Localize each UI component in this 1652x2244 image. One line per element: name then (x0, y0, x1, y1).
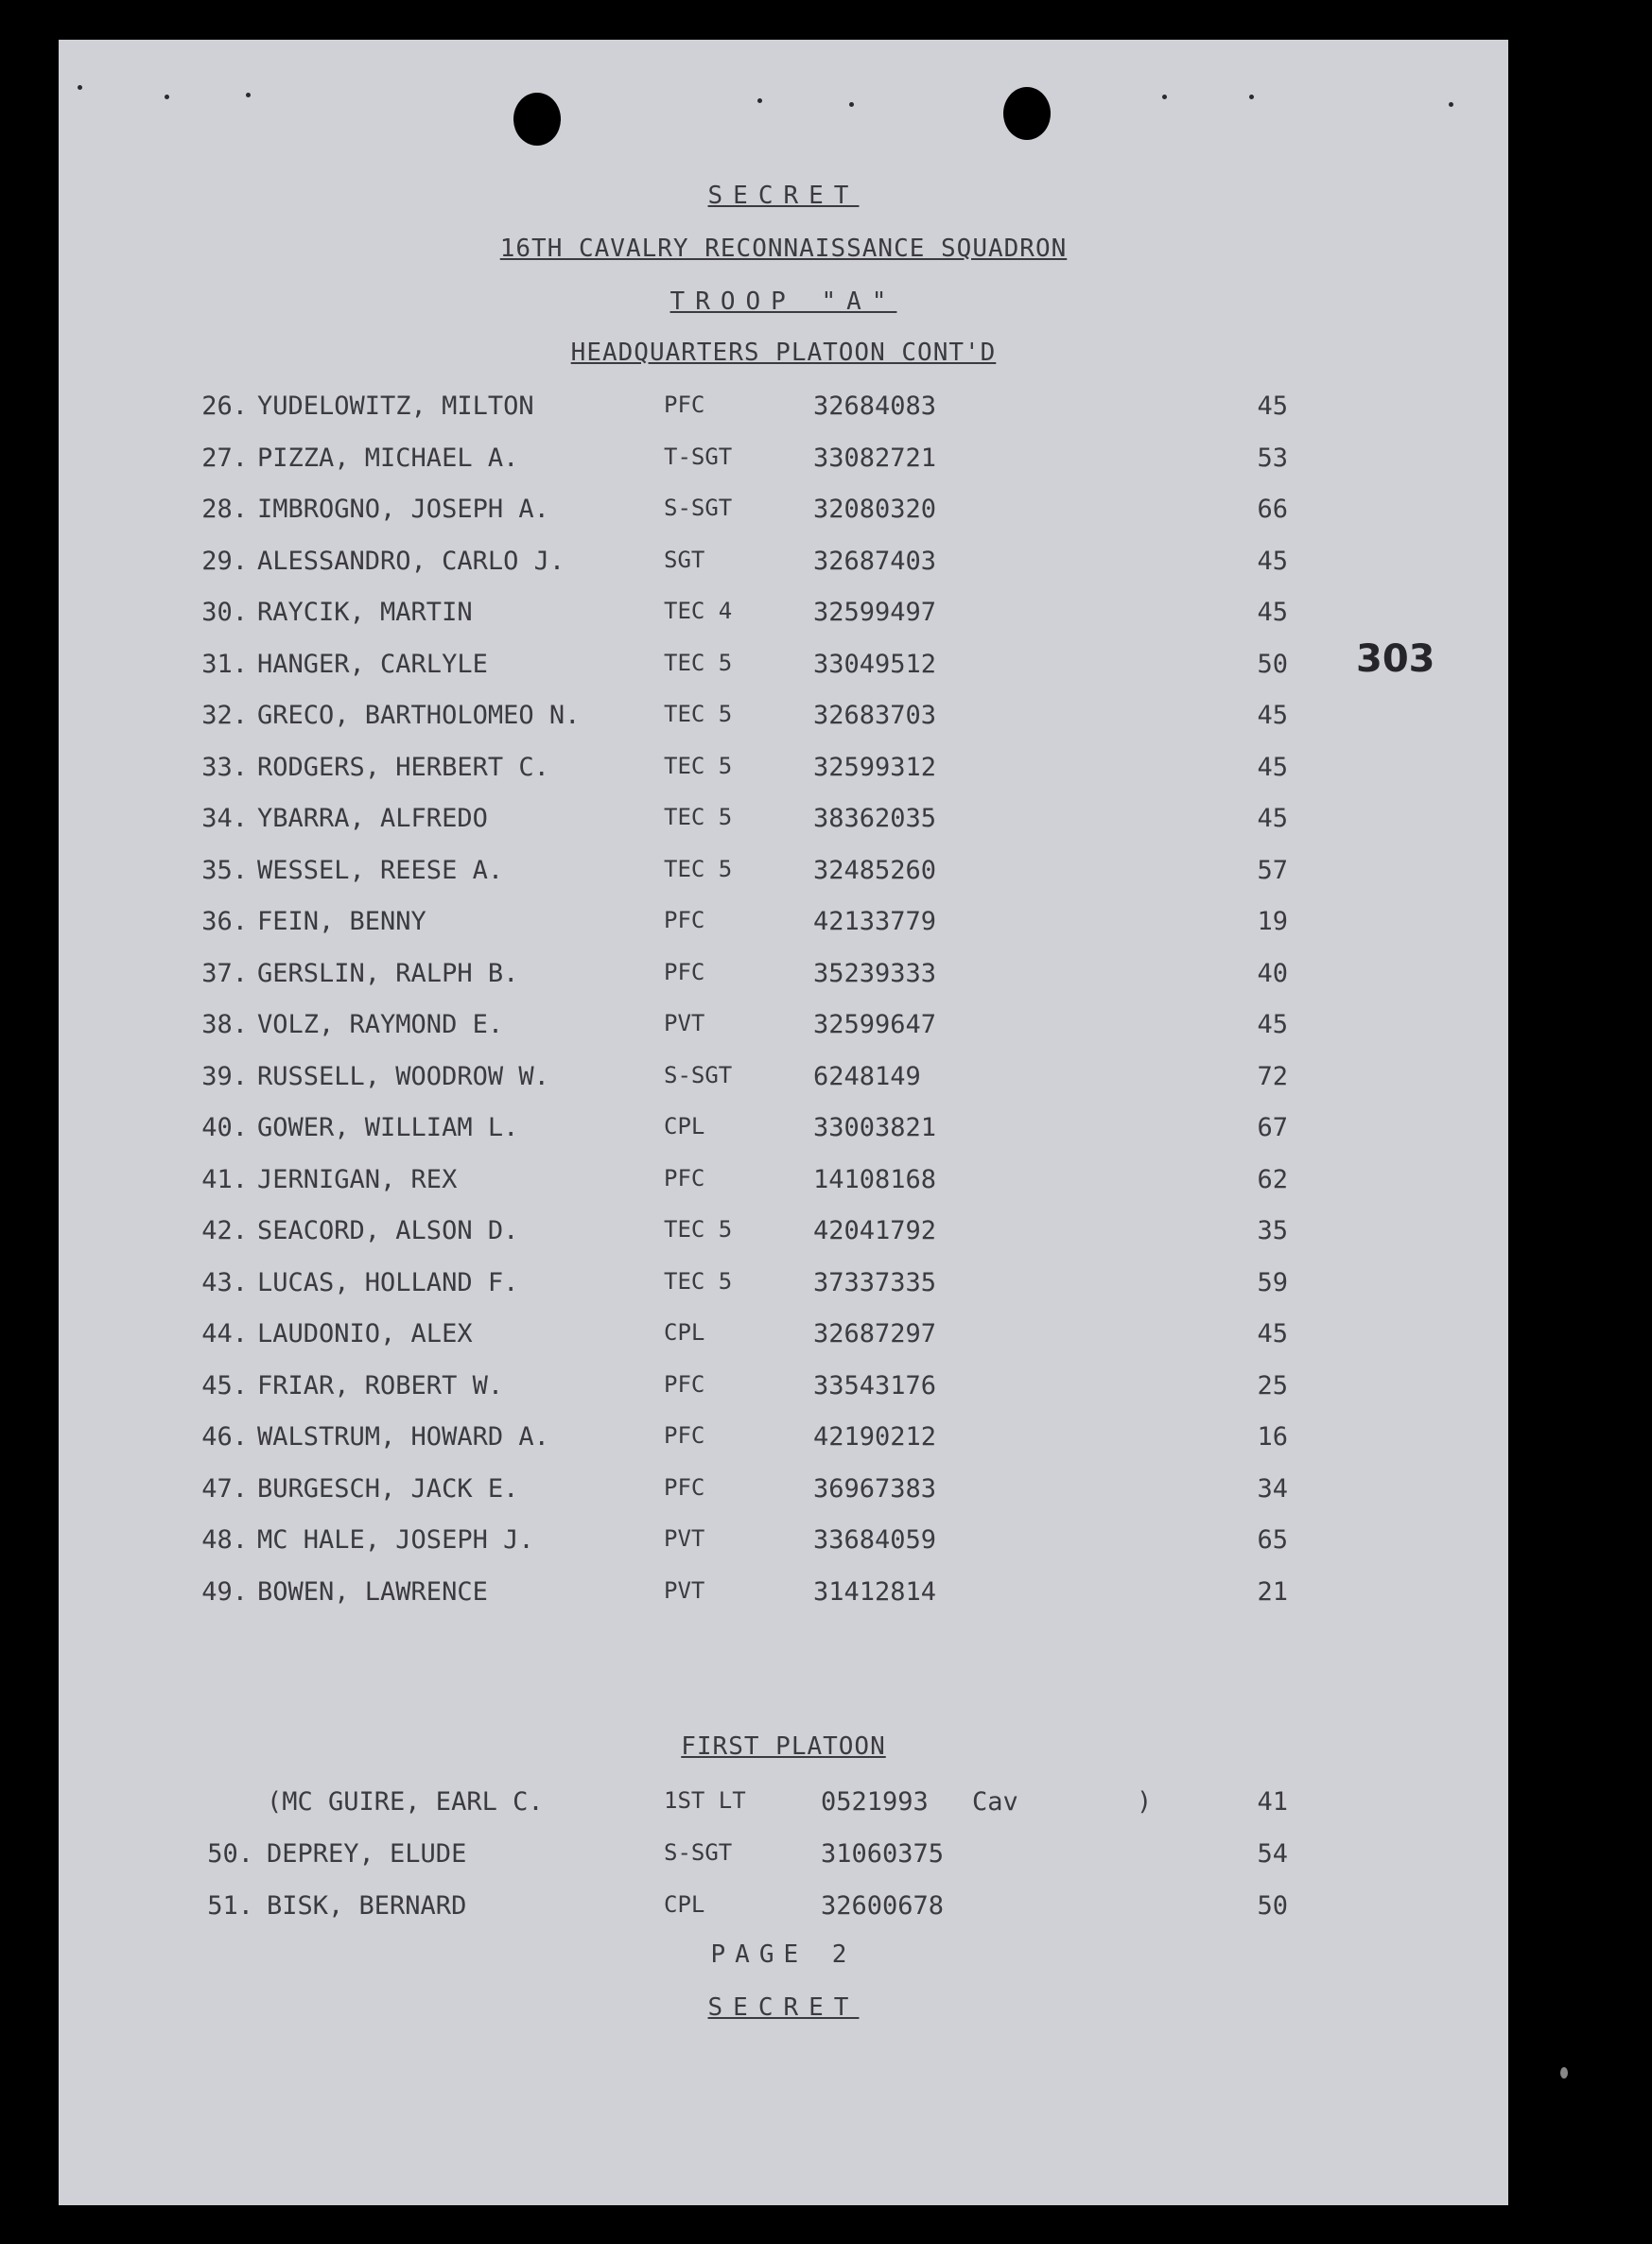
roster-rank: PFC (664, 1165, 705, 1192)
speck (757, 98, 762, 103)
roster-points: 45 (1257, 1319, 1288, 1348)
roster-points: 50 (1257, 1891, 1288, 1921)
troop-title: TROOP "A" (669, 287, 897, 316)
roster-name: ALESSANDRO, CARLO J. (257, 547, 565, 576)
roster-number: 28. (201, 495, 248, 524)
roster-rank: PFC (664, 391, 705, 418)
roster-serial: 33082721 (813, 444, 937, 473)
unit-title: 16TH CAVALRY RECONNAISSANCE SQUADRON (499, 235, 1068, 263)
roster-serial: 32599497 (813, 598, 937, 627)
roster-serial: 33543176 (813, 1371, 937, 1400)
roster-serial: 42133779 (813, 907, 937, 936)
roster-number: 51. (207, 1891, 253, 1921)
officer-serial: 0521993 (821, 1787, 929, 1817)
punch-hole-left (513, 93, 561, 146)
roster-row (59, 701, 1508, 739)
roster-row (59, 1839, 1508, 1877)
roster-rank: PFC (664, 959, 705, 985)
officer-points: 41 (1257, 1787, 1288, 1817)
section-title: HEADQUARTERS PLATOON CONT'D (570, 339, 997, 367)
roster-points: 25 (1257, 1371, 1288, 1400)
roster-name: FEIN, BENNY (257, 907, 426, 936)
roster-row (59, 1165, 1508, 1203)
roster-number: 40. (201, 1113, 248, 1142)
roster-row (59, 907, 1508, 945)
roster-serial: 14108168 (813, 1165, 937, 1194)
roster-serial: 32080320 (813, 495, 937, 524)
roster-points: 67 (1257, 1113, 1288, 1142)
roster-name: LUCAS, HOLLAND F. (257, 1268, 519, 1297)
roster-serial: 33003821 (813, 1113, 937, 1142)
roster-name: RUSSELL, WOODROW W. (257, 1062, 549, 1091)
roster-name: DEPREY, ELUDE (267, 1839, 467, 1869)
roster-number: 37. (201, 959, 248, 988)
roster-name: RODGERS, HERBERT C. (257, 753, 549, 782)
roster-serial: 32485260 (813, 856, 937, 885)
roster-name: RAYCIK, MARTIN (257, 598, 473, 627)
speck (1249, 95, 1254, 99)
roster-row (59, 753, 1508, 791)
roster-points: 45 (1257, 547, 1288, 576)
classification-footer: SECRET (707, 1993, 860, 2022)
roster-row (59, 1062, 1508, 1100)
speck (1162, 95, 1167, 99)
roster-name: WESSEL, REESE A. (257, 856, 504, 885)
roster-name: GRECO, BARTHOLOMEO N. (257, 701, 581, 730)
stamp-number: 303 (1356, 637, 1435, 681)
roster-serial: 42190212 (813, 1422, 937, 1452)
roster-name: GERSLIN, RALPH B. (257, 959, 519, 988)
roster-points: 72 (1257, 1062, 1288, 1091)
roster-rank: PVT (664, 1577, 705, 1604)
roster-row (59, 959, 1508, 997)
document-page (59, 40, 1508, 2205)
roster-rank: TEC 4 (664, 598, 733, 624)
roster-serial: 31412814 (813, 1577, 937, 1607)
roster-number: 29. (201, 547, 248, 576)
roster-row (59, 1577, 1508, 1615)
roster-name: BURGESCH, JACK E. (257, 1474, 519, 1504)
roster-points: 62 (1257, 1165, 1288, 1194)
roster-number: 34. (201, 804, 248, 833)
roster-row (59, 495, 1508, 532)
roster-points: 40 (1257, 959, 1288, 988)
roster-points: 65 (1257, 1525, 1288, 1555)
roster-points: 45 (1257, 598, 1288, 627)
roster-serial: 31060375 (821, 1839, 945, 1869)
roster-row (59, 1113, 1508, 1151)
roster-name: LAUDONIO, ALEX (257, 1319, 473, 1348)
roster-row (59, 1422, 1508, 1460)
roster-points: 66 (1257, 495, 1288, 524)
roster-name: MC HALE, JOSEPH J. (257, 1525, 534, 1555)
roster-number: 45. (201, 1371, 248, 1400)
roster-rank: PVT (664, 1525, 705, 1552)
roster-rank: PVT (664, 1010, 705, 1036)
roster-row (59, 804, 1508, 842)
roster-serial: 33049512 (813, 650, 937, 679)
roster-rank: TEC 5 (664, 650, 733, 676)
roster-rank: SGT (664, 547, 705, 573)
roster-number: 41. (201, 1165, 248, 1194)
roster-points: 57 (1257, 856, 1288, 885)
roster-row (59, 1216, 1508, 1254)
roster-rank: S-SGT (664, 1062, 733, 1088)
roster-points: 35 (1257, 1216, 1288, 1245)
roster-row (59, 391, 1508, 429)
roster-name: YBARRA, ALFREDO (257, 804, 488, 833)
officer-branch: Cav (972, 1787, 1018, 1817)
roster-points: 45 (1257, 391, 1288, 421)
roster-points: 21 (1257, 1577, 1288, 1607)
roster-number: 48. (201, 1525, 248, 1555)
roster-name: BISK, BERNARD (267, 1891, 467, 1921)
roster-number: 35. (201, 856, 248, 885)
roster-rank: CPL (664, 1113, 705, 1139)
speck (246, 93, 251, 97)
roster-number: 44. (201, 1319, 248, 1348)
roster-number: 27. (201, 444, 248, 473)
roster-name: BOWEN, LAWRENCE (257, 1577, 488, 1607)
roster-points: 16 (1257, 1422, 1288, 1452)
speck (1560, 2067, 1568, 2079)
roster-rank: S-SGT (664, 1839, 733, 1866)
roster-serial: 36967383 (813, 1474, 937, 1504)
officer-row (59, 1787, 1508, 1825)
officer-name: (MC GUIRE, EARL C. (267, 1787, 544, 1817)
roster-serial: 32599647 (813, 1010, 937, 1039)
roster-points: 45 (1257, 804, 1288, 833)
roster-row (59, 1010, 1508, 1048)
roster-row (59, 1891, 1508, 1929)
roster-row (59, 547, 1508, 584)
roster-serial: 38362035 (813, 804, 937, 833)
roster-serial: 32687297 (813, 1319, 937, 1348)
roster-points: 50 (1257, 650, 1288, 679)
roster-rank: PFC (664, 907, 705, 933)
roster-rank: T-SGT (664, 444, 733, 470)
roster-serial: 32683703 (813, 701, 937, 730)
first-platoon-heading: FIRST PLATOON (681, 1732, 886, 1761)
roster-points: 53 (1257, 444, 1288, 473)
roster-points: 54 (1257, 1839, 1288, 1869)
roster-rank: TEC 5 (664, 804, 733, 830)
roster-name: PIZZA, MICHAEL A. (257, 444, 519, 473)
roster-number: 30. (201, 598, 248, 627)
speck (849, 102, 854, 107)
roster-number: 32. (201, 701, 248, 730)
roster-rank: PFC (664, 1474, 705, 1501)
roster-row (59, 598, 1508, 635)
roster-points: 59 (1257, 1268, 1288, 1297)
roster-points: 45 (1257, 753, 1288, 782)
roster-row (59, 1319, 1508, 1357)
roster-serial: 37337335 (813, 1268, 937, 1297)
roster-points: 19 (1257, 907, 1288, 936)
roster-number: 26. (201, 391, 248, 421)
roster-rank: S-SGT (664, 495, 733, 521)
roster-row (59, 1525, 1508, 1563)
roster-serial: 32600678 (821, 1891, 945, 1921)
speck (1449, 102, 1453, 107)
roster-name: VOLZ, RAYMOND E. (257, 1010, 504, 1039)
roster-row (59, 1268, 1508, 1306)
classification-header: SECRET (707, 182, 860, 210)
roster-rank: TEC 5 (664, 1268, 733, 1295)
officer-rank: 1ST LT (664, 1787, 746, 1814)
roster-number: 50. (207, 1839, 253, 1869)
roster-name: JERNIGAN, REX (257, 1165, 458, 1194)
officer-close-paren: ) (1137, 1787, 1153, 1817)
roster-number: 33. (201, 753, 248, 782)
roster-rank: TEC 5 (664, 753, 733, 779)
roster-number: 43. (201, 1268, 248, 1297)
roster-rank: TEC 5 (664, 701, 733, 727)
speck (78, 85, 82, 90)
roster-points: 45 (1257, 1010, 1288, 1039)
roster-serial: 42041792 (813, 1216, 937, 1245)
roster-rank: CPL (664, 1891, 705, 1918)
roster-name: SEACORD, ALSON D. (257, 1216, 519, 1245)
roster-rank: TEC 5 (664, 1216, 733, 1243)
roster-name: GOWER, WILLIAM L. (257, 1113, 519, 1142)
roster-rank: TEC 5 (664, 856, 733, 882)
roster-points: 45 (1257, 701, 1288, 730)
speck (165, 95, 169, 99)
roster-name: WALSTRUM, HOWARD A. (257, 1422, 549, 1452)
roster-row (59, 856, 1508, 894)
roster-number: 31. (201, 650, 248, 679)
roster-name: FRIAR, ROBERT W. (257, 1371, 504, 1400)
roster-number: 38. (201, 1010, 248, 1039)
roster-name: IMBROGNO, JOSEPH A. (257, 495, 549, 524)
roster-serial: 33684059 (813, 1525, 937, 1555)
roster-number: 39. (201, 1062, 248, 1091)
roster-rank: PFC (664, 1422, 705, 1449)
roster-name: YUDELOWITZ, MILTON (257, 391, 534, 421)
roster-row (59, 444, 1508, 481)
roster-rank: CPL (664, 1319, 705, 1346)
roster-number: 49. (201, 1577, 248, 1607)
roster-points: 34 (1257, 1474, 1288, 1504)
roster-serial: 32684083 (813, 391, 937, 421)
roster-number: 42. (201, 1216, 248, 1245)
roster-serial: 32687403 (813, 547, 937, 576)
roster-serial: 6248149 (813, 1062, 921, 1091)
roster-name: HANGER, CARLYLE (257, 650, 488, 679)
punch-hole-right (1003, 87, 1051, 140)
page-number: PAGE 2 (710, 1940, 857, 1969)
roster-serial: 35239333 (813, 959, 937, 988)
roster-serial: 32599312 (813, 753, 937, 782)
roster-number: 47. (201, 1474, 248, 1504)
roster-row (59, 1474, 1508, 1512)
roster-rank: PFC (664, 1371, 705, 1398)
roster-number: 36. (201, 907, 248, 936)
roster-row (59, 650, 1508, 687)
roster-row (59, 1371, 1508, 1409)
roster-number: 46. (201, 1422, 248, 1452)
